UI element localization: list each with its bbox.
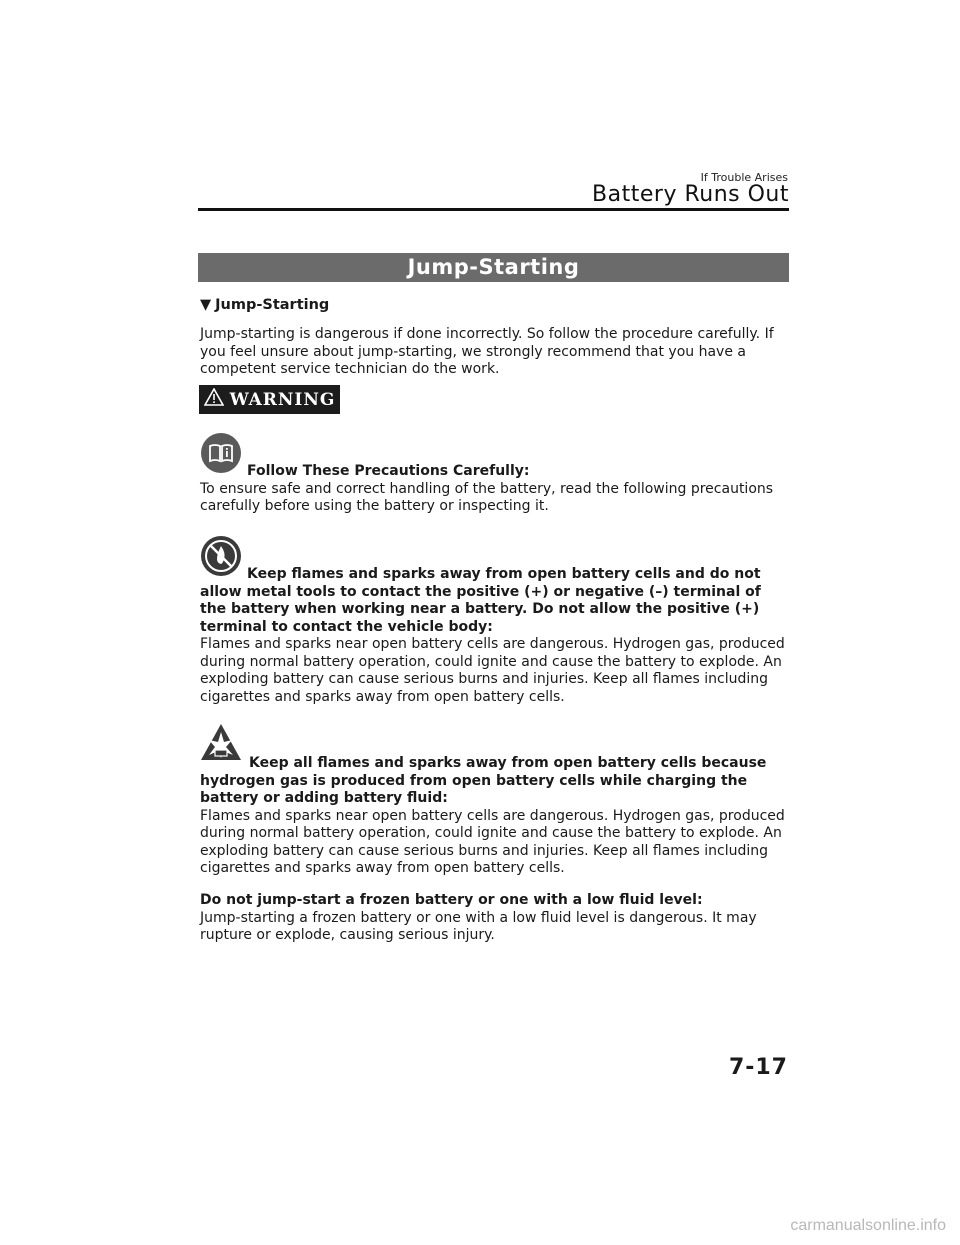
precaution-body: To ensure safe and correct handling of the battery, read the following precautions carefully before using the battery or inspecting it.: [200, 480, 774, 514]
precaution-body: Jump-starting a frozen battery or one with a low fluid level is dangerous. It may rupture or explode, causing serious injury.: [200, 909, 757, 943]
precaution-item-1: [200, 463, 790, 516]
page-title: Battery Runs Out: [592, 182, 789, 207]
precaution-item-3: [200, 755, 790, 878]
page-number: 7-17: [728, 1055, 788, 1080]
section-banner: Jump-Starting: [198, 253, 789, 282]
precaution-title: Follow These Precautions Carefully:: [247, 463, 530, 479]
subheading-text: Jump-Starting: [215, 297, 330, 313]
precaution-title: Do not jump-start a frozen battery or one with a low fluid level:: [200, 892, 703, 908]
intro-paragraph: Jump-starting is dangerous if done incorrectly. So follow the procedure carefully. If you feel unsure about jump-starting, we strongly recommend that you have a competent service technician do the work.: [200, 326, 774, 377]
precaution-item-4: [200, 892, 790, 945]
precaution-item-2: [200, 566, 790, 706]
precaution-title: Keep all flames and sparks away from open battery cells because hydrogen gas is produced from open battery cells while charging the battery or adding battery fluid:: [200, 755, 767, 806]
header-rule: [198, 208, 789, 211]
warning-badge: [199, 385, 340, 414]
precaution-title: Keep flames and sparks away from open battery cells and do not allow metal tools to contact the positive (+) or negative (–) terminal of the battery when working near a battery. Do not allow the positive (+) terminal to contact the vehicle body:: [200, 566, 761, 635]
header-section-label: If Trouble Arises: [700, 171, 788, 184]
triangle-marker-icon: ▼: [200, 297, 212, 313]
warning-label: WARNING: [229, 389, 336, 410]
warning-triangle-icon: [204, 388, 224, 411]
precaution-body: Flames and sparks near open battery cells are dangerous. Hydrogen gas, produced during normal battery operation, could ignite and cause the battery to explode. An exploding battery can cause serious burns and injuries. Keep all flames including cigarettes and sparks away from open battery cells.: [200, 807, 785, 876]
subheading: [200, 297, 329, 313]
precaution-body: Flames and sparks near open battery cells are dangerous. Hydrogen gas, produced during normal battery operation, could ignite and cause the battery to explode. An exploding battery can cause serious burns and injuries. Keep all flames including cigarettes and sparks away from open battery cells.: [200, 636, 785, 705]
watermark: carmanualsonline.info: [790, 1217, 946, 1234]
